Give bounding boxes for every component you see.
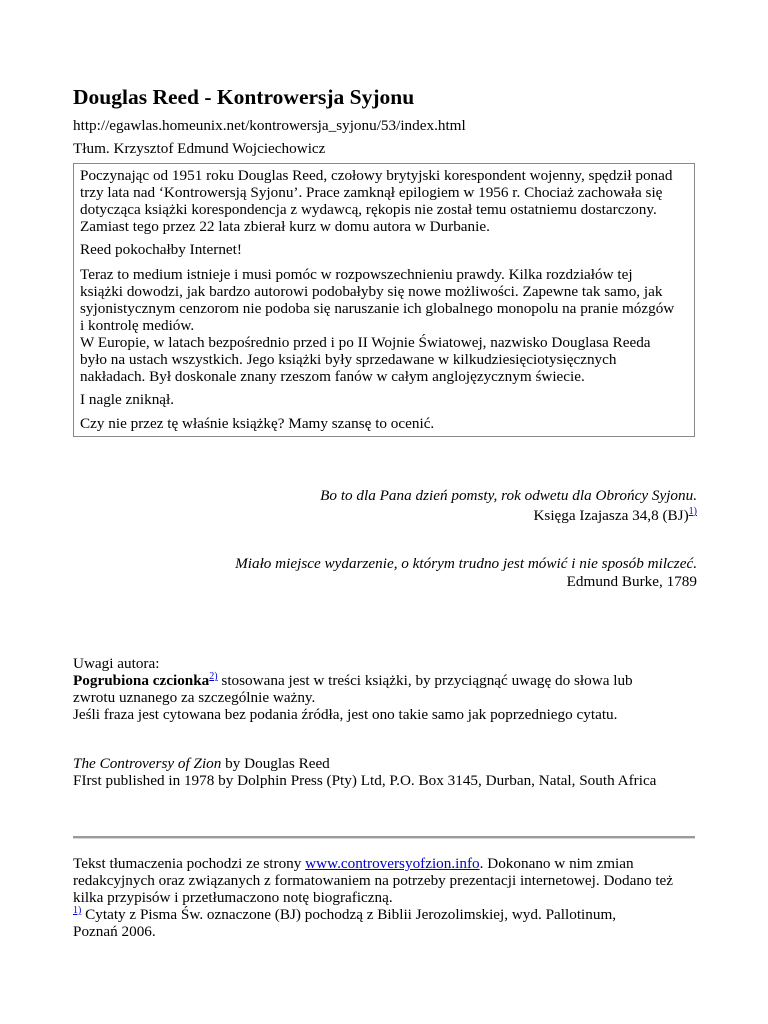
author-notes-line-1	[73, 672, 697, 689]
epigraph-source-2: Edmund Burke, 1789	[566, 573, 697, 590]
book-author: by Douglas Reed	[221, 755, 330, 772]
text-line: było na ustach wszystkich. Jego książki były sprzedawane w kilkudziesięciotysięcznych	[80, 351, 617, 368]
text-line: nakładach. Był doskonale znany rzeszom fanów w całym anglojęzycznym świecie.	[80, 368, 585, 385]
intro-paragraph-1	[80, 167, 689, 235]
text-line: syjonistycznym cenzorom nie podoba się naruszanie ich globalnego monopolu na pranie mózgów	[80, 300, 675, 317]
epigraph-quote-1: Bo to dla Pana dzień pomsty, rok odwetu dla Obrońcy Syjonu.	[320, 487, 697, 504]
text-line: i kontrolę mediów.	[80, 317, 195, 334]
footer-line-3: kilka przypisów i przetłumaczono notę biograficzną.	[73, 889, 393, 906]
author-notes	[73, 655, 697, 723]
intro-paragraph-2: Reed pokochałby Internet!	[80, 241, 242, 258]
footnote-link-2[interactable]: 2)	[209, 671, 218, 682]
book-info	[73, 755, 697, 789]
text-line: Zamiast tego przez 22 lata zbierał kurz w domu autora w Durbanie.	[80, 218, 490, 235]
footnote-1	[73, 906, 697, 923]
translator-credit: Tłum. Krzysztof Edmund Wojciechowicz	[73, 140, 326, 157]
text-line: Tekst tłumaczenia pochodzi ze strony	[73, 855, 306, 872]
footnote-1-continued: Poznań 2006.	[73, 923, 156, 940]
source-url: http://egawlas.homeunix.net/kontrowersja_syjonu/53/index.html	[73, 117, 466, 134]
text-line: Poczynając od 1951 roku Douglas Reed, czołowy brytyjski korespondent wojenny, spędził ponad	[80, 167, 673, 184]
intro-paragraph-5: Czy nie przez tę właśnie książkę? Mamy szansę to ocenić.	[80, 415, 435, 432]
source-site-link[interactable]: www.controversyofzion.info	[305, 855, 480, 872]
text-line: . Dokonano w nim zmian	[479, 855, 634, 872]
footnote-anchor-1[interactable]: 1)	[73, 905, 82, 916]
book-title: The Controversy of Zion	[73, 755, 222, 772]
text-line: dotycząca książki korespondencja z wydawcą, rękopis nie został temu ostatniemu dostarczony.	[80, 201, 657, 218]
text-line: W Europie, w latach bezpośrednio przed i po II Wojnie Światowej, nazwisko Douglasa Reeda	[80, 334, 651, 351]
footer-notes	[73, 855, 697, 940]
text-line: stosowana jest w treści książki, by przyciągnąć uwagę do słowa lub	[217, 672, 633, 689]
intro-box	[73, 163, 695, 437]
publication-info: FIrst published in 1978 by Dolphin Press (Pty) Ltd, P.O. Box 3145, Durban, Natal, South Africa	[73, 772, 657, 789]
footnote-link-1[interactable]: 1)	[688, 506, 697, 517]
book-title-line	[73, 755, 697, 772]
author-notes-line-2: zwrotu uznanego za szczególnie ważny.	[73, 689, 316, 706]
epigraph-source-1	[533, 507, 697, 524]
horizontal-divider	[73, 836, 695, 839]
epigraph-source-1-text: Księga Izajasza 34,8 (BJ)	[533, 507, 689, 524]
text-line: książki dowodzi, jak bardzo autorowi podobałyby się nowe możliwości. Zapewne tak samo, jak	[80, 283, 663, 300]
footer-line-1	[73, 855, 697, 872]
text-line: Teraz to medium istnieje i musi pomóc w rozpowszechnieniu prawdy. Kilka rozdziałów tej	[80, 266, 633, 283]
footer-line-2: redakcyjnych oraz związanych z formatowaniem na potrzeby prezentacji internetowej. Dodano też	[73, 872, 674, 889]
intro-paragraph-3	[80, 266, 689, 385]
author-notes-line-3: Jeśli fraza jest cytowana bez podania źródła, jest ono takie samo jak poprzedniego cytatu.	[73, 706, 618, 723]
text-line: trzy lata nad ‘Kontrowersją Syjonu’. Prace zamknął epilogiem w 1956 r. Chociaż zachowała się	[80, 184, 663, 201]
intro-paragraph-4: I nagle zniknął.	[80, 391, 175, 408]
epigraph-quote-2: Miało miejsce wydarzenie, o którym trudno jest mówić i nie sposób milczeć.	[235, 555, 697, 572]
bold-term: Pogrubiona czcionka	[73, 672, 210, 689]
footnote-text: Cytaty z Pisma Św. oznaczone (BJ) pochodzą z Biblii Jerozolimskiej, wyd. Pallotinum,	[81, 906, 617, 923]
page-title: Douglas Reed - Kontrowersja Syjonu	[73, 85, 415, 109]
author-notes-heading: Uwagi autora:	[73, 655, 160, 672]
